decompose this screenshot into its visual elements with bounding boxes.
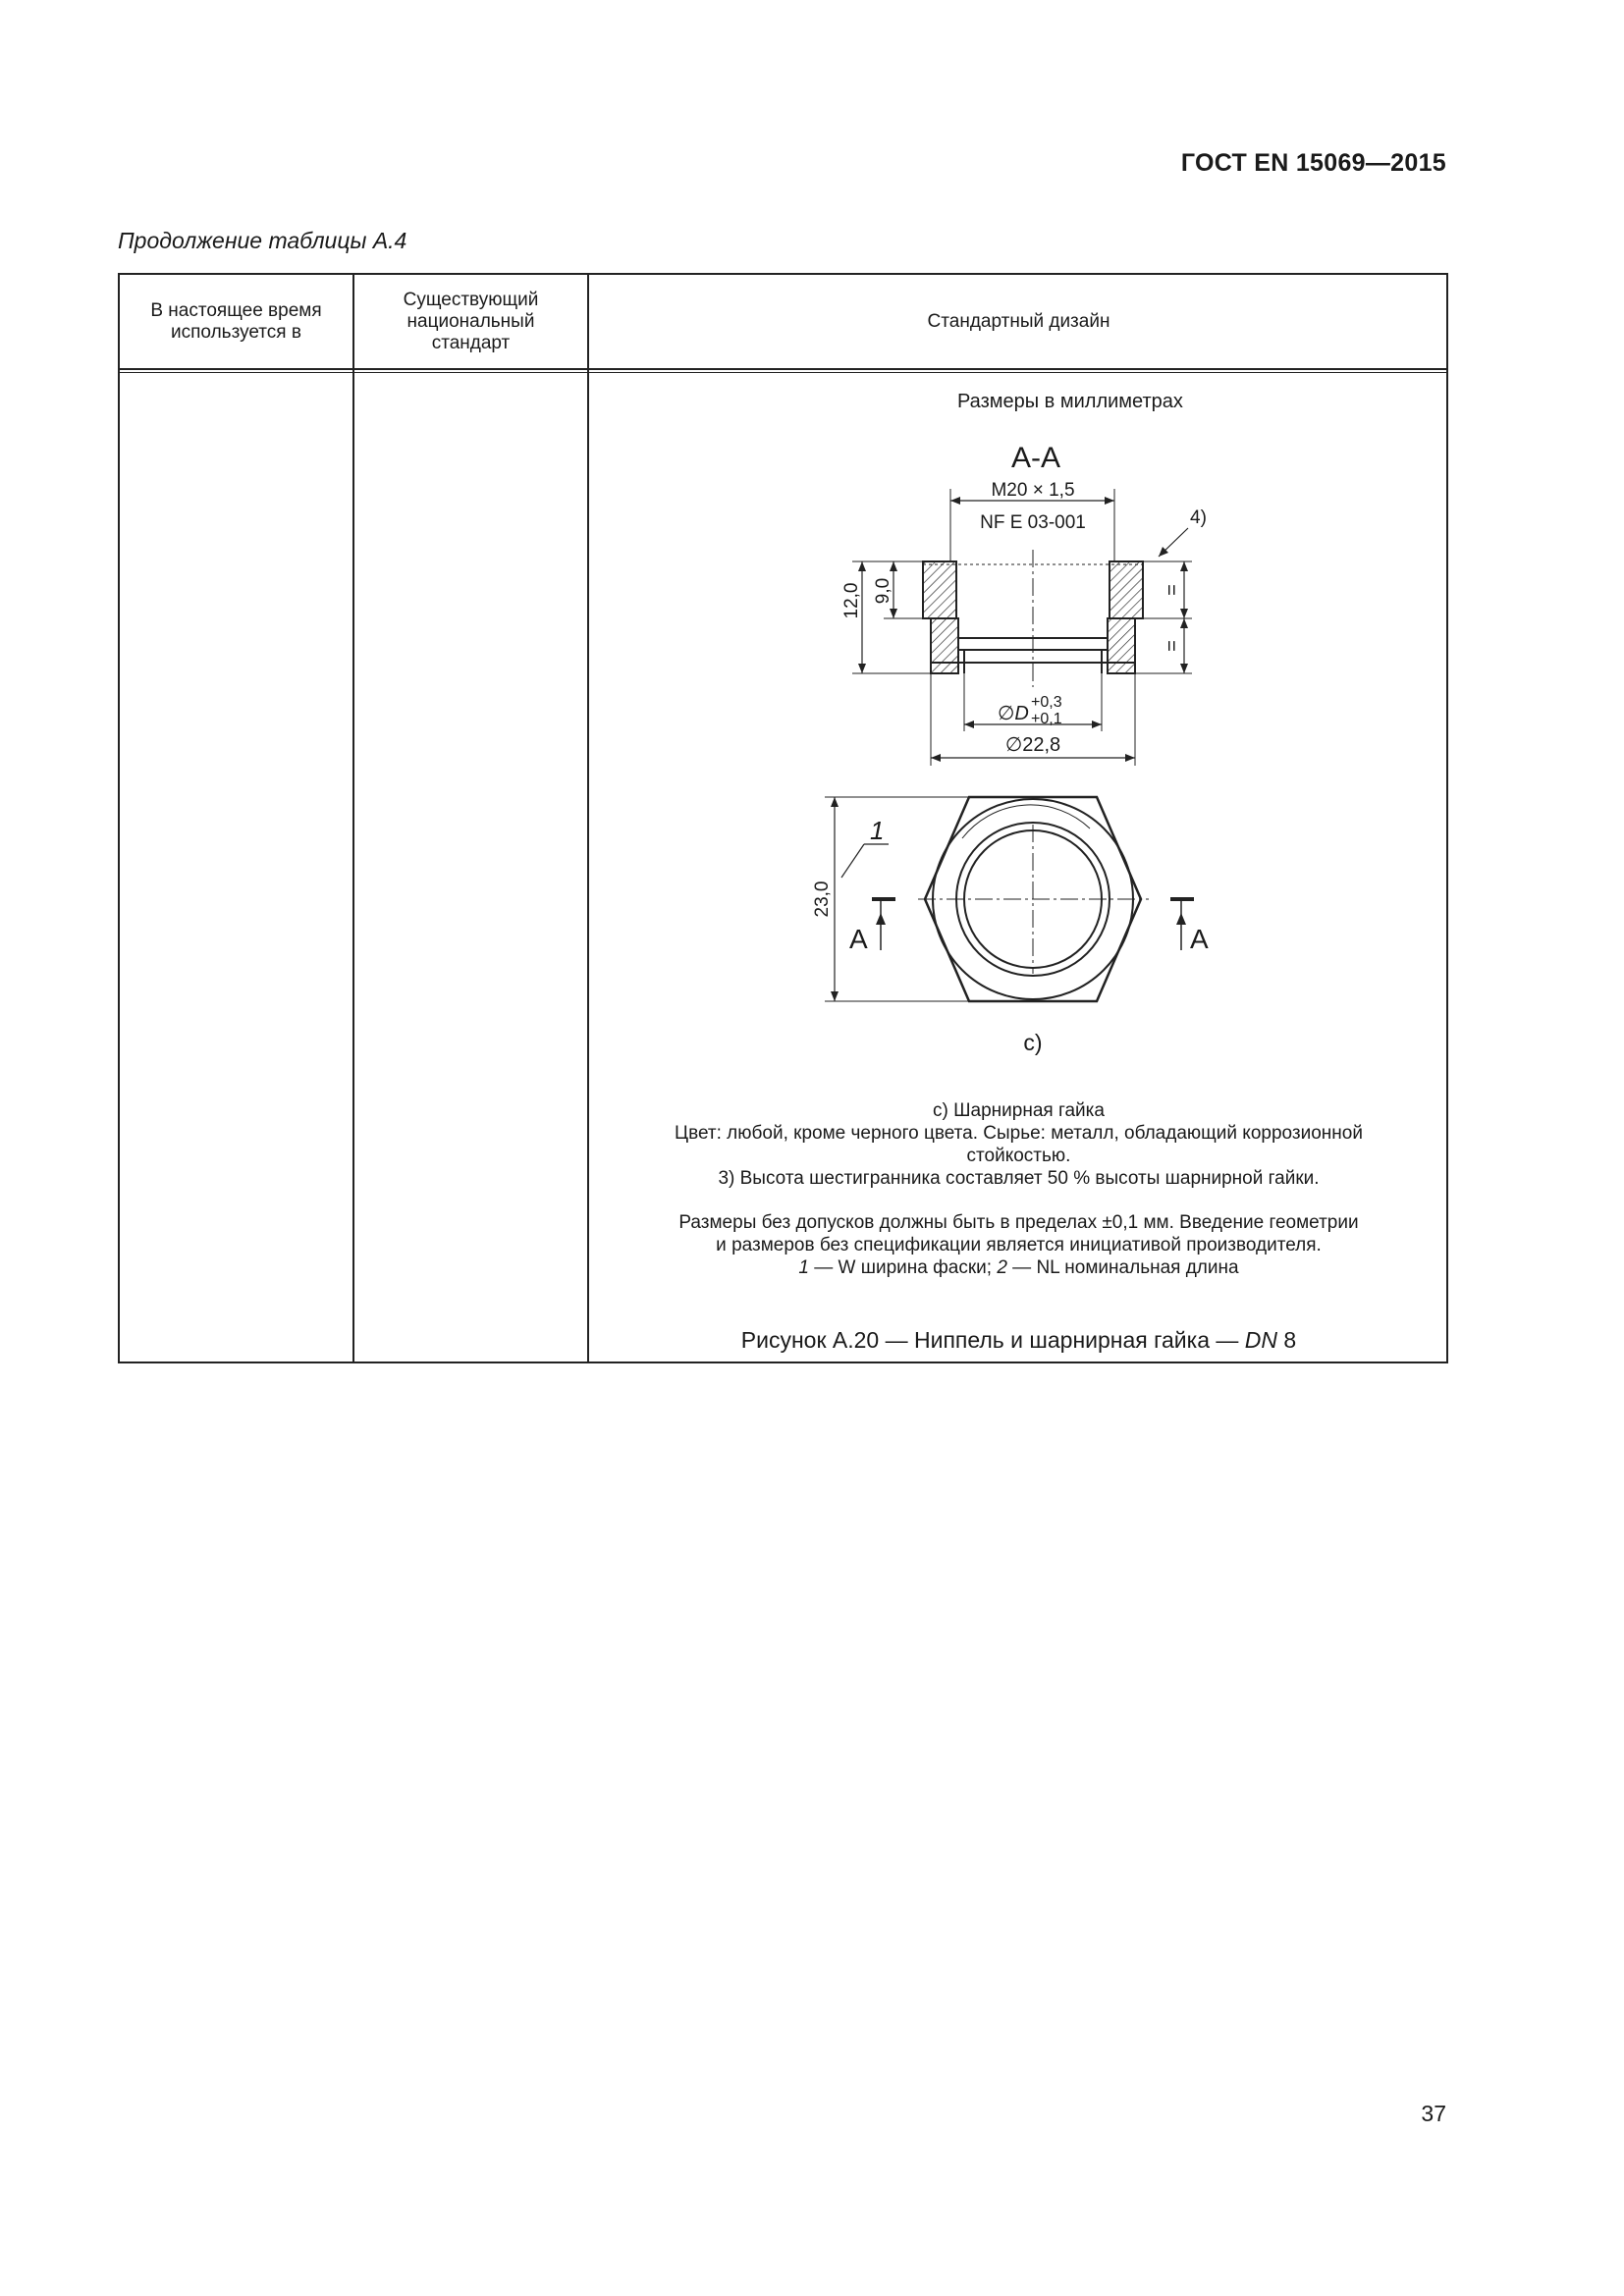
equal-mark-1: = — [1162, 584, 1183, 596]
dim-12-label: 12,0 — [841, 582, 862, 619]
section-mark-right: A — [1190, 924, 1209, 954]
section-mark-left-arrow — [876, 913, 886, 925]
left-collar-wall — [931, 618, 958, 673]
units-note: Размеры в миллиметрах — [957, 391, 1183, 412]
d-arrow-right — [1092, 721, 1102, 728]
thread-arrow-left — [950, 497, 960, 505]
eq-arrow-bottom — [1180, 664, 1188, 673]
thread-arrow-right — [1105, 497, 1114, 505]
dim-9-label: 9,0 — [873, 577, 893, 605]
dim-d-label: ∅D — [998, 703, 1029, 724]
legend-2-num: 2 — [997, 1257, 1007, 1278]
column-header-standard-design: Стандартный дизайн — [927, 310, 1110, 332]
section-mark-right-arrow — [1176, 913, 1186, 925]
dim-12-arrow-bottom — [858, 664, 866, 673]
document-id: ГОСТ EN 15069—2015 — [1180, 149, 1446, 177]
figure-notes — [589, 1099, 1448, 1279]
table-caption: Продолжение таблицы А.4 — [118, 228, 407, 253]
dim-22-8-label: ∅22,8 — [1004, 734, 1061, 756]
note-line-2: Цвет: любой, кроме черного цвета. Сырье: металл, обладающий коррозионной стойкостью. — [675, 1123, 1363, 1166]
page-number: 37 — [1421, 2101, 1446, 2126]
eq-arrow-mid-up — [1180, 609, 1188, 618]
thread-label: M20 × 1,5 — [991, 480, 1075, 501]
right-hex-wall — [1110, 561, 1143, 618]
figure-title-dn: DN — [1244, 1327, 1278, 1353]
note-line-1: c) Шарнирная гайка — [933, 1100, 1105, 1121]
column-divider-1 — [352, 275, 354, 1362]
note-line-4: Размеры без допусков должны быть в пределах ±0,1 мм. Введение геометрии и размеров без спецификации является инициативой производителя. — [678, 1212, 1359, 1255]
tolerance-lower: +0,1 — [1031, 711, 1062, 727]
d-arrow-left — [964, 721, 974, 728]
section-view — [923, 550, 1143, 687]
eq-arrow-top — [1180, 561, 1188, 571]
dim-12-arrow-top — [858, 561, 866, 571]
callout-1-leader — [841, 844, 864, 878]
dim-9-arrow-bottom — [890, 609, 897, 618]
left-hex-wall — [923, 561, 956, 618]
note-line-3: 3) Высота шестигранника составляет 50 % высоты шарнирной гайки. — [718, 1168, 1320, 1189]
note-ref-4: 4) — [1190, 507, 1207, 528]
right-collar-wall — [1108, 618, 1135, 673]
figure-title-prefix: Рисунок А.20 — Ниппель и шарнирная гайка — — [740, 1327, 1245, 1353]
dim-9-arrow-top — [890, 561, 897, 571]
legend-1-text: — W ширина фаски; — [808, 1257, 998, 1278]
equal-mark-2: = — [1162, 640, 1183, 652]
dia-arrow-right — [1125, 754, 1135, 762]
thread-standard-label: NF E 03-001 — [980, 512, 1086, 533]
dim-23-arrow-top — [831, 797, 839, 807]
sub-figure-label: c) — [1023, 1030, 1043, 1055]
dim-23-arrow-bottom — [831, 991, 839, 1001]
callout-1: 1 — [870, 816, 885, 845]
legend-line — [589, 1256, 1448, 1279]
column-header-national-standard: Существующий национальный стандарт — [403, 289, 539, 353]
section-mark-left: A — [849, 924, 868, 954]
legend-1-num: 1 — [798, 1257, 809, 1278]
section-label: А-А — [1010, 442, 1061, 474]
dim-23-label: 23,0 — [812, 881, 833, 918]
column-header-used-in: В настоящее время используется в — [150, 299, 322, 343]
figure-title-size: 8 — [1277, 1327, 1297, 1353]
plan-view — [918, 797, 1149, 1001]
tolerance-upper: +0,3 — [1031, 694, 1062, 711]
legend-2-text: — NL номинальная длина — [1006, 1257, 1239, 1278]
dia-arrow-left — [931, 754, 941, 762]
eq-arrow-mid-down — [1180, 618, 1188, 628]
figure-title — [589, 1327, 1448, 1354]
nut-technical-drawing — [589, 363, 1448, 1080]
